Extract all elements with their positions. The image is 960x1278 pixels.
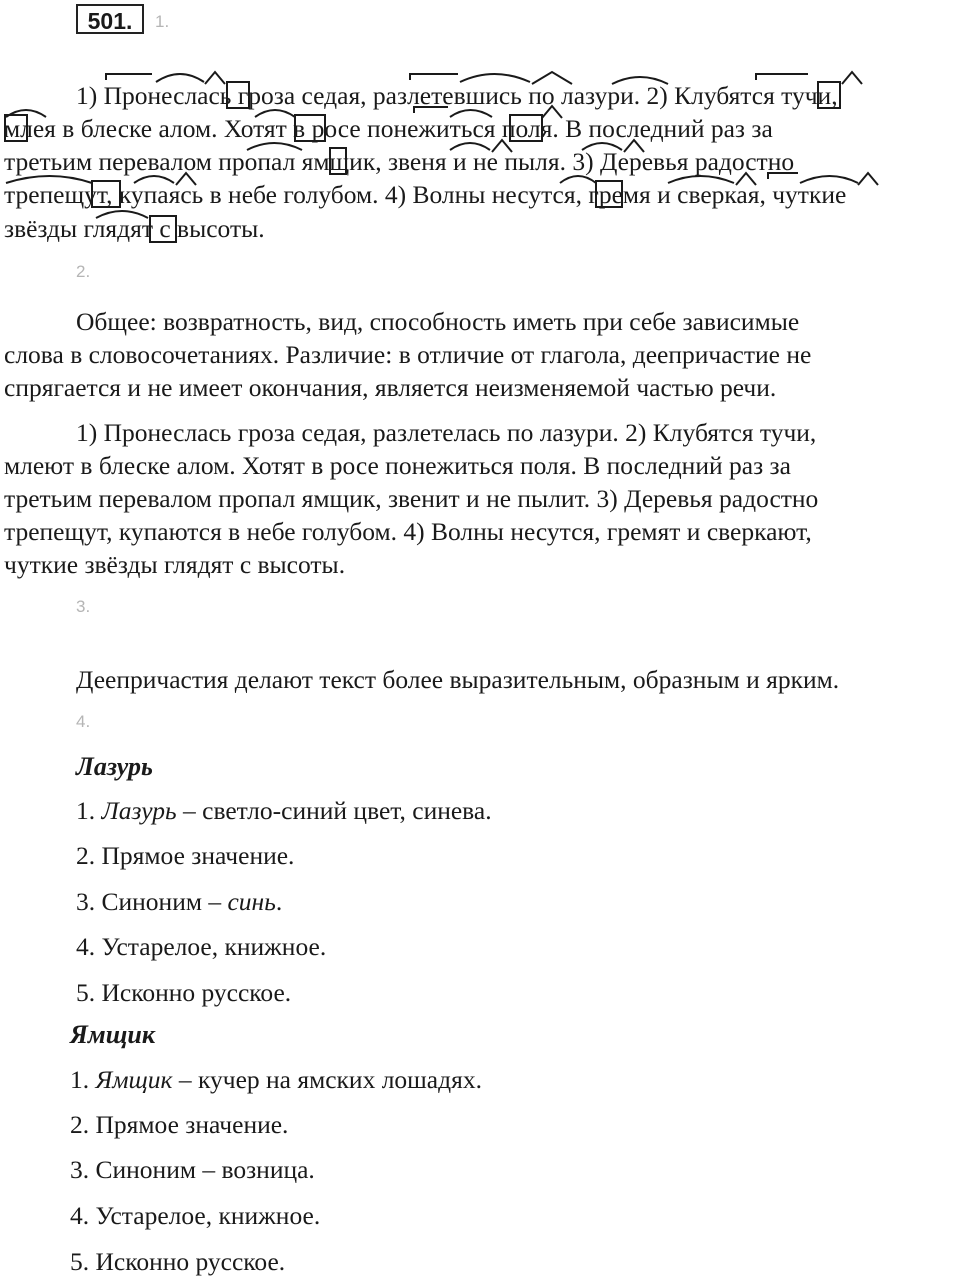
word1-item-4: 4. Устарелое, книжное.: [76, 932, 327, 961]
word2-item-3: 3. Синоним – возница.: [70, 1155, 315, 1184]
word1-item-5: 5. Исконно русское.: [76, 978, 292, 1007]
section2-para2-line-5: чуткие звёзды глядят с высоты.: [4, 550, 346, 579]
part-label-4: 4.: [76, 712, 91, 731]
word2-item-4: 4. Устарелое, книжное.: [70, 1201, 321, 1230]
section1-line-5: звёзды глядят с высоты.: [4, 214, 265, 243]
section2-para2-line-4: трепещут, купаются в небе голубом. 4) Волны несутся, гремят и сверкают,: [4, 517, 812, 546]
section1-line-2: млея в блеске алом. Хотят в росе понежиться поля. В последний раз за: [4, 114, 773, 143]
section1-line-1: 1) Пронеслась гроза седая, разлетевшись по лазури. 2) Клубятся тучи,: [76, 81, 838, 110]
section2-para1-line-3: спрягается и не имеет окончания, является неизменяемой частью речи.: [4, 373, 777, 402]
word2-title: Ямщик: [70, 1020, 156, 1049]
section1-line-4: трепещут, купаясь в небе голубом. 4) Волны несутся, гремя и сверкая, чуткие: [4, 180, 847, 209]
word2-item-2: 2. Прямое значение.: [70, 1110, 289, 1139]
word2-term: Ямщик: [95, 1065, 173, 1094]
suffix-mark: [858, 173, 878, 185]
part-label-3: 3.: [76, 597, 91, 616]
section2-para1-line-2: слова в словосочетаниях. Различие: в отличие от глагола, деепричастие не: [4, 340, 812, 369]
word1-term: Лазурь: [101, 796, 177, 825]
word1-item-2: 2. Прямое значение.: [76, 841, 295, 870]
section2-para1-line-1: Общее: возвратность, вид, способность иметь при себе зависимые: [76, 307, 800, 336]
part-label-2: 2.: [76, 262, 91, 281]
suffix-mark: [842, 72, 862, 84]
part-label-1: 1.: [155, 12, 170, 31]
word2-item-5: 5. Исконно русское.: [70, 1247, 286, 1276]
word1-title: Лазурь: [76, 752, 153, 781]
section3-text: Деепричастия делают текст более выразительным, образным и ярким.: [76, 665, 840, 694]
section2-para2-line-3: третьим перевалом пропал ямщик, звенит и не пылит. 3) Деревья радостно: [4, 484, 819, 513]
word1-item-3: 3. Синоним – синь.: [76, 887, 283, 916]
word1-item-1: 1. Лазурь – светло-синий цвет, синева.: [76, 796, 492, 825]
word1-synonym: синь: [227, 887, 276, 916]
section1-line-3: третьим перевалом пропал ямщик, звеня и не пыля. 3) Деревья радостно: [4, 147, 795, 176]
section2-para2-line-2: млеют в блеске алом. Хотят в росе понежиться поля. В последний раз за: [4, 451, 791, 480]
word2-item-1: 1. Ямщик – кучер на ямских лошадях.: [70, 1065, 482, 1094]
exercise-number: 501.: [76, 4, 144, 34]
section2-para2-line-1: 1) Пронеслась гроза седая, разлетелась по лазури. 2) Клубятся тучи,: [76, 418, 817, 447]
